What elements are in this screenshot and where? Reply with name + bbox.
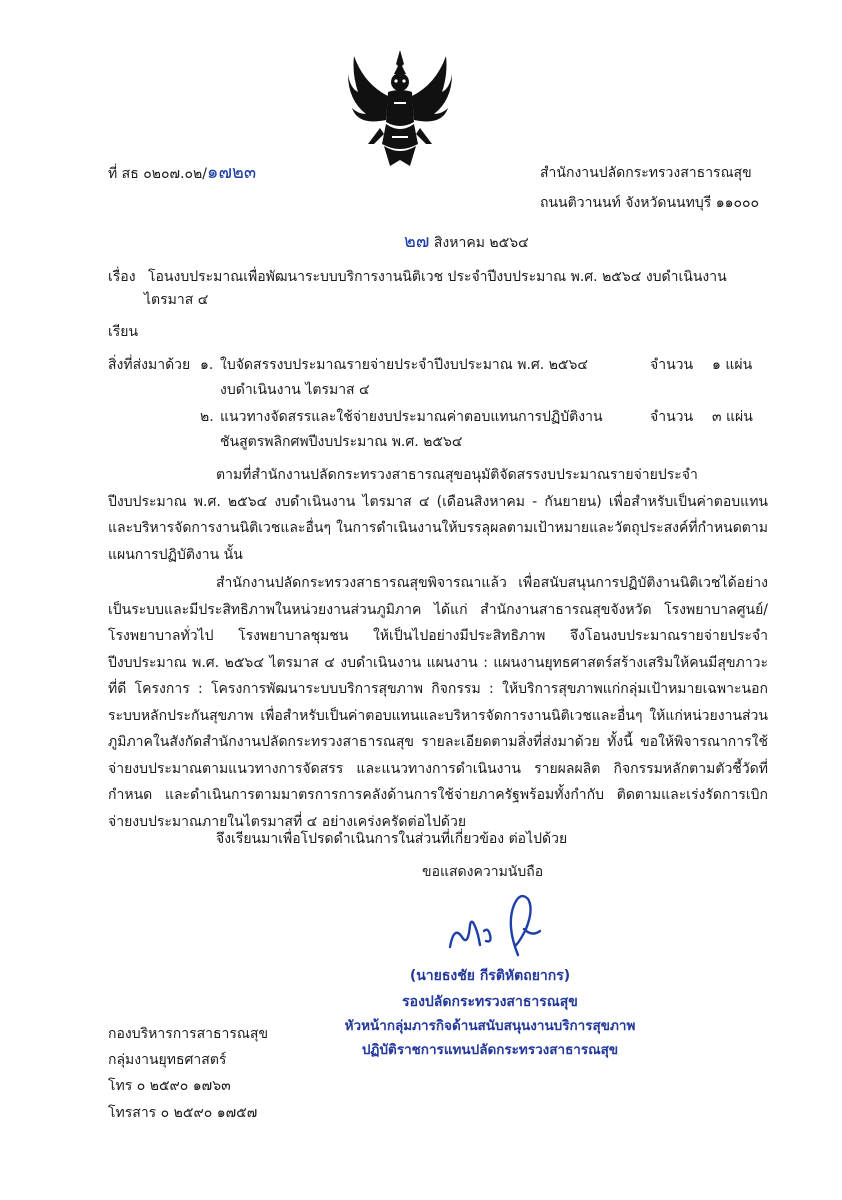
closing-phrase: ขอแสดงความนับถือ (422, 864, 544, 880)
reference-prefix: ที่ สธ ๐๒๐๗.๐๒/ (108, 166, 208, 182)
body-paragraph-1-text: ตามที่สำนักงานปลัดกระทรวงสาธารณสุขอนุมัติจัดสรรงบประมาณรายจ่ายประจำปีงบประมาณ พ.ศ. ๒๕๖๔ งบดำเนินงาน ไตรมาส ๔ (เดือนสิงหาคม - กันยายน) เพื่อสำหรับเป็นค่าตอบแทนและบริหารจัดการงานนิติเวชและอื่นๆ ในการดำเนินงานให้บรรลุผลตามเป้าหมายและวัตถุประสงค์ที่กำหนดตามแผนการปฏิบัติงาน นั้น (108, 467, 768, 563)
body-paragraph-3-text: จึงเรียนมาเพื่อโปรดดำเนินการในส่วนที่เกี่ยวข้อง ต่อไปด้วย (216, 831, 568, 847)
date-day-handwritten: ๒๗ (404, 231, 430, 252)
signer-title-1: รองปลัดกระทรวงสาธารณสุข (402, 994, 578, 1010)
body-paragraph-2 (108, 570, 768, 835)
enclosure-2-line-1: แนวทางจัดสรรและใช้จ่ายงบประมาณค่าตอบแทนการปฏิบัติงาน (220, 409, 603, 425)
salutation: เรียน (108, 324, 139, 340)
enclosure-2-number: ๒. (200, 409, 214, 425)
enclosures-label: สิ่งที่ส่งมาด้วย (108, 357, 191, 373)
footer-section: กลุ่มงานยุทธศาสตร์ (108, 1052, 227, 1068)
enclosure-1-line-2: งบดำเนินงาน ไตรมาส ๔ (220, 382, 370, 398)
body-paragraph-2-text: สำนักงานปลัดกระทรวงสาธารณสุขพิจารณาแล้ว เพื่อสนับสนุนการปฏิบัติงานนิติเวชได้อย่างเป็นระบบและมีประสิทธิภาพในหน่วยงานส่วนภูมิภาค ได้แก่ สำนักงานสาธารณสุขจังหวัด โรงพยาบาลศูนย์/ โรงพยาบาลทั่วไป โรงพยาบาลชุมชน ให้เป็นไปอย่างมีประสิทธิภาพ จึงโอนงบประมาณรายจ่ายประจำปีงบประมาณ พ.ศ. ๒๕๖๔ ไตรมาส ๔ งบดำเนินงาน แผนงาน : แผนงานยุทธศาสตร์สร้างเสริมให้คนมีสุขภาวะที่ดี โครงการ : โครงการพัฒนาระบบบริการสุขภาพ กิจกรรม : ให้บริการสุขภาพแก่กลุ่มเป้าหมายเฉพาะนอกระบบหลักประกันสุขภาพ เพื่อสำหรับเป็นค่าตอบแทนและบริหารจัดการงานนิติเวชและอื่นๆ ให้แก่หน่วยงานส่วนภูมิภาคในสังกัดสำนักงานปลัดกระทรวงสาธารณสุข รายละเอียดตามสิ่งที่ส่งมาด้วย ทั้งนี้ ขอให้พิจารณาการใช้จ่ายงบประมาณตามแนวทางการจัดสรร และแนวทางการดำเนินงาน รายผลผลิต กิจกรรมหลักตามตัวชี้วัดที่กำหนด และดำเนินการตามมาตรการการคลังด้านการใช้จ่ายภาครัฐพร้อมทั้งกำกับ ติดตามและเร่งรัดการเบิกจ่ายงบประมาณภายในไตรมาสที่ ๔ อย่างเคร่งครัดต่อไปด้วย (108, 575, 768, 830)
signer-title-2: หัวหน้ากลุ่มภารกิจด้านสนับสนุนงานบริการสุขภาพ (344, 1018, 636, 1034)
office-address: ถนนติวานนท์ จังหวัดนนทบุรี ๑๑๐๐๐ (540, 195, 760, 211)
reference-number (108, 163, 256, 184)
footer-department: กองบริหารการสาธารณสุข (108, 1026, 269, 1042)
document-date (404, 232, 529, 253)
subject-label: เรื่อง (108, 269, 136, 285)
enclosure-2-qty-label: จำนวน (650, 409, 694, 425)
subject-line-2: ไตรมาส ๔ (144, 292, 209, 308)
enclosure-1-line-1: ใบจัดสรรงบประมาณรายจ่ายประจำปีงบประมาณ พ.ศ. ๒๕๖๔ (220, 357, 589, 373)
footer-fax: โทรสาร ๐ ๒๕๙๐ ๑๗๕๗ (108, 1105, 258, 1121)
reference-handwritten: ๑๗๒๓ (207, 162, 257, 183)
body-paragraph-1 (108, 462, 768, 568)
date-month-year: สิงหาคม ๒๕๖๔ (433, 235, 529, 251)
signature-icon (440, 885, 560, 960)
enclosure-2-line-2: ชันสูตรพลิกศพปีงบประมาณ พ.ศ. ๒๕๖๔ (220, 434, 463, 450)
enclosure-1-qty: ๑ แผ่น (712, 357, 753, 373)
signer-name: (นายธงชัย กีรติหัตถยากร) (409, 968, 571, 984)
footer-telephone: โทร ๐ ๒๕๙๐ ๑๗๖๓ (108, 1078, 231, 1094)
garuda-emblem-icon (344, 44, 456, 172)
office-name: สำนักงานปลัดกระทรวงสาธารณสุข (540, 165, 752, 181)
enclosure-1-qty-label: จำนวน (650, 357, 694, 373)
body-paragraph-3 (108, 826, 768, 853)
enclosure-1-number: ๑. (200, 357, 214, 373)
signer-title-3: ปฏิบัติราชการแทนปลัดกระทรวงสาธารณสุข (361, 1042, 619, 1058)
subject-line-1: โอนงบประมาณเพื่อพัฒนาระบบบริการงานนิติเวช ประจำปีงบประมาณ พ.ศ. ๒๕๖๔ งบดำเนินงาน (148, 269, 727, 285)
enclosure-2-qty: ๓ แผ่น (712, 409, 753, 425)
